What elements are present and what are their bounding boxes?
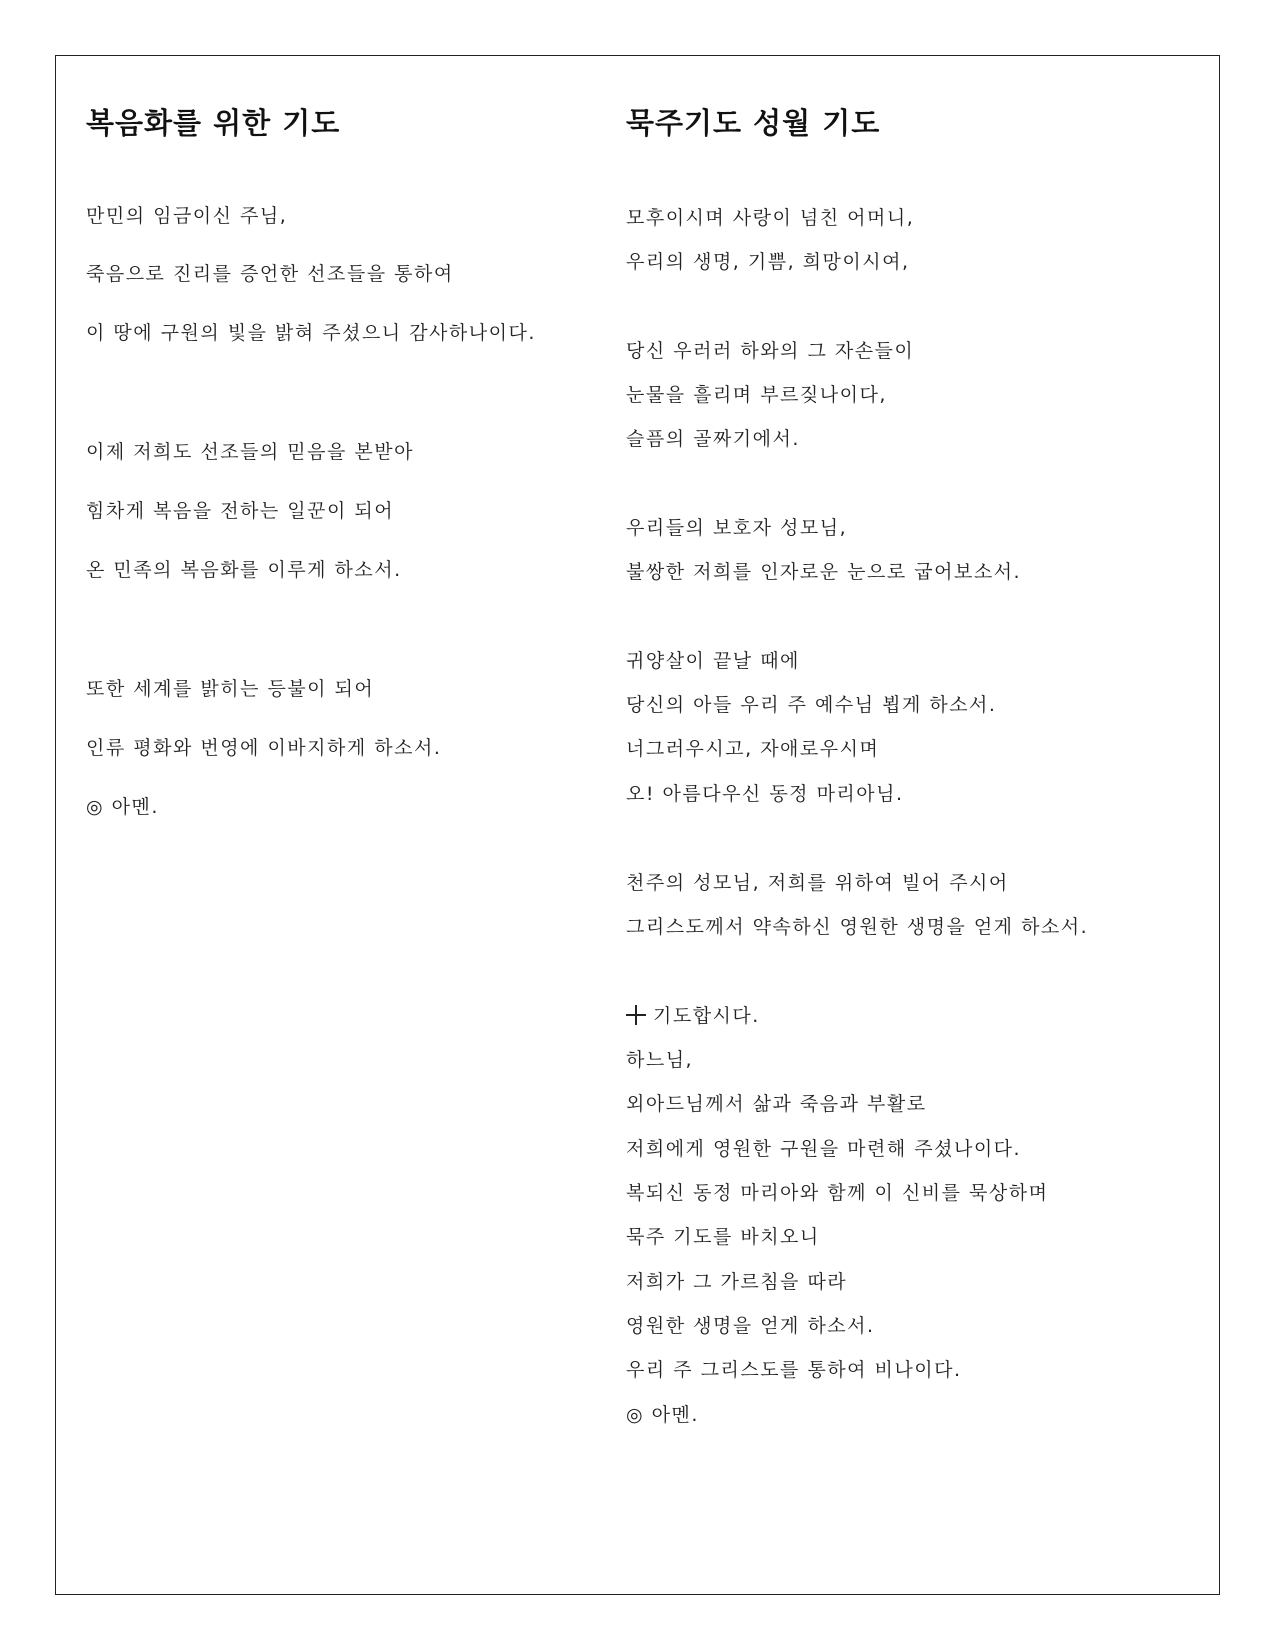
left-prayer-title: 복음화를 위한 기도: [86, 106, 341, 140]
prayer-line: 이 땅에 구원의 빛을 밝혀 주셨으니 감사하나이다.: [86, 322, 536, 344]
prayer-line: 당신의 아들 우리 주 예수님 뵙게 하소서.: [626, 694, 997, 716]
prayer-line: 저희가 그 가르침을 따라: [626, 1271, 848, 1293]
prayer-line-text: 기도합시다.: [653, 1005, 760, 1027]
prayer-line: 불쌍한 저희를 인자로운 눈으로 굽어보소서.: [626, 561, 1022, 583]
prayer-line: 이제 저희도 선조들의 믿음을 본받아: [86, 441, 414, 463]
prayer-line: 눈물을 흘리며 부르짖나이다,: [626, 384, 887, 406]
prayer-line: 외아드님께서 삶과 죽음과 부활로: [626, 1093, 927, 1115]
prayer-line: 오! 아름다우신 동정 마리아님.: [626, 783, 904, 805]
prayer-line: 당신 우러러 하와의 그 자손들이: [626, 340, 915, 362]
prayer-line-let-us-pray: [626, 1001, 760, 1028]
prayer-line: 우리 주 그리스도를 통하여 비나이다.: [626, 1359, 962, 1381]
prayer-line: 묵주 기도를 바치오니: [626, 1226, 820, 1248]
prayer-line: 저희에게 영원한 구원을 마련해 주셨나이다.: [626, 1138, 1022, 1160]
prayer-line: 귀양살이 끝날 때에: [626, 650, 800, 672]
page-frame: [55, 55, 1220, 1595]
cross-icon: [626, 1005, 646, 1025]
prayer-line: 힘차게 복음을 전하는 일꾼이 되어: [86, 500, 395, 522]
prayer-line: 인류 평화와 번영에 이바지하게 하소서.: [86, 737, 442, 759]
prayer-line: 우리들의 보호자 성모님,: [626, 517, 848, 539]
prayer-line: 하느님,: [626, 1049, 694, 1071]
prayer-line: 우리의 생명, 기쁨, 희망이시여,: [626, 251, 910, 273]
prayer-line: 모후이시며 사랑이 넘친 어머니,: [626, 207, 915, 229]
prayer-line: 너그러우시고, 자애로우시며: [626, 738, 880, 760]
prayer-line: 그리스도께서 약속하신 영원한 생명을 얻게 하소서.: [626, 916, 1089, 938]
amen-response: ◎ 아멘.: [86, 796, 159, 818]
prayer-line: 또한 세계를 밝히는 등불이 되어: [86, 678, 375, 700]
prayer-line: 영원한 생명을 얻게 하소서.: [626, 1315, 875, 1337]
prayer-line: 온 민족의 복음화를 이루게 하소서.: [86, 559, 402, 581]
prayer-line: 천주의 성모님, 저희를 위하여 빌어 주시어: [626, 872, 1009, 894]
amen-response: ◎ 아멘.: [626, 1404, 699, 1426]
prayer-line: 만민의 임금이신 주님,: [86, 205, 288, 227]
prayer-line: 복되신 동정 마리아와 함께 이 신비를 묵상하며: [626, 1182, 1049, 1204]
prayer-line: 슬픔의 골짜기에서.: [626, 428, 800, 450]
right-prayer-title: 묵주기도 성월 기도: [626, 106, 881, 140]
prayer-line: 죽음으로 진리를 증언한 선조들을 통하여: [86, 263, 454, 285]
